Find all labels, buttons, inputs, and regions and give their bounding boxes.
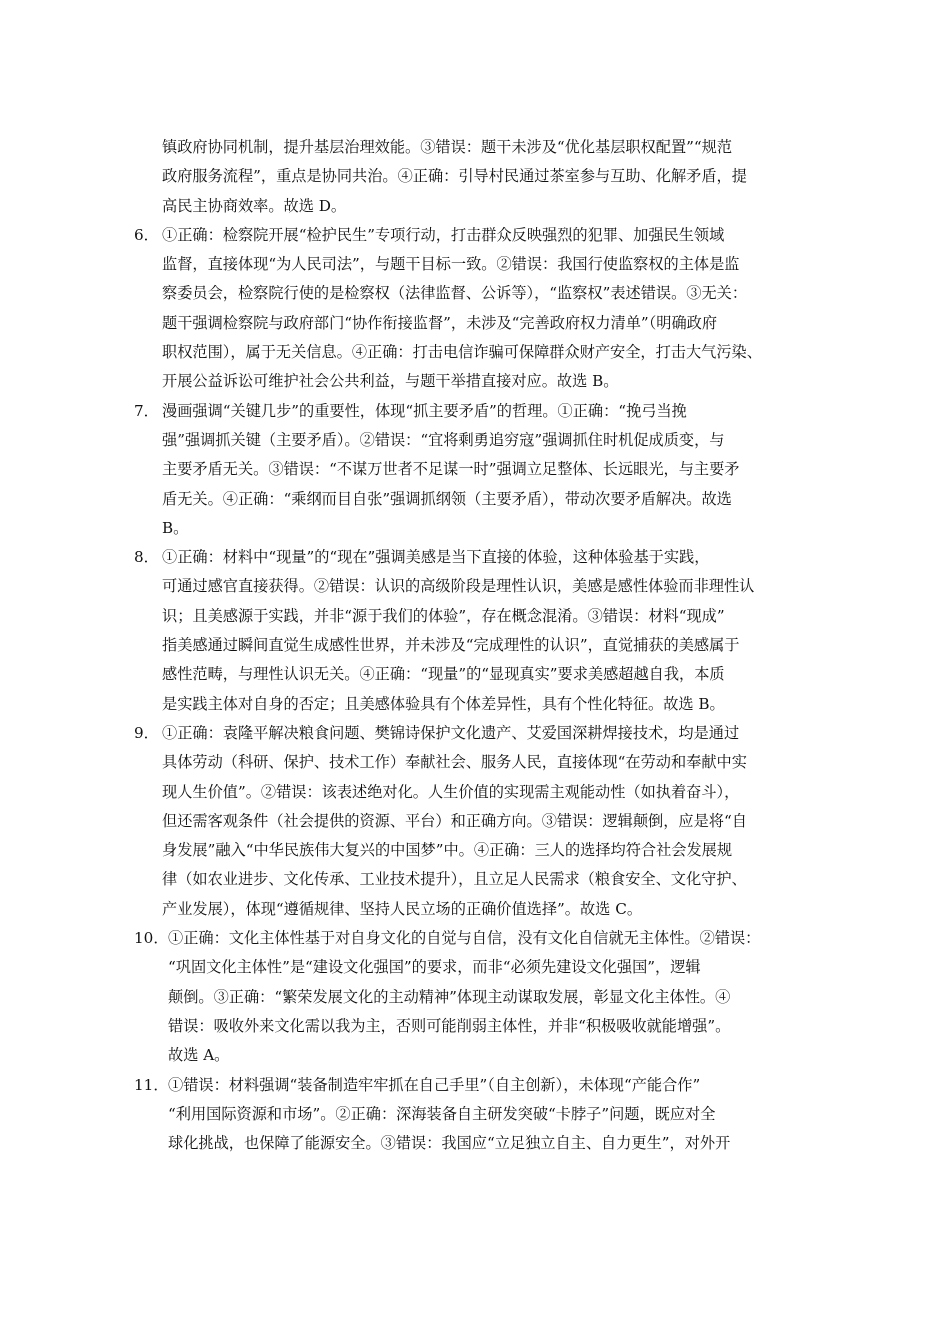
text-line: 产业发展），体现“遵循规律、坚持人民立场的正确价值选择”。故选 C。 [162, 899, 643, 918]
text-line: 具体劳动（科研、保护、技术工作）奉献社会、服务人民，直接体现“在劳动和奉献中实 [162, 753, 747, 772]
item-5-continuation [162, 133, 824, 221]
text-line: 颠倒。③正确：“繁荣发展文化的主动精神”体现主动谋取发展，彰显文化主体性。④ [168, 987, 731, 1006]
item-number: 9． [134, 723, 159, 742]
text-line: 察委员会，检察院行使的是检察权（法律监督、公诉等），“监察权”表述错误。③无关： [162, 284, 748, 303]
text-line: 漫画强调“关键几步”的重要性，体现“抓主要矛盾”的哲理。①正确：“挽弓当挽 [162, 401, 687, 420]
text-line: 指美感通过瞬间直觉生成感性世界，并未涉及“完成理性的认识”，直觉捕获的美感属于 [162, 636, 740, 655]
text-line: 可通过感官直接获得。②错误：认识的高级阶段是理性认识，美感是感性体验而非理性认 [162, 577, 755, 596]
text-line: 律（如农业进步、文化传承、工业技术提升），且立足人民需求（粮食安全、文化守护、 [162, 870, 747, 889]
text-line: 球化挑战，也保障了能源安全。③错误：我国应“立足独立自主、自力更生”，对外开 [168, 1134, 731, 1153]
item-number: 11． [134, 1075, 169, 1094]
answer-item-6 [134, 221, 824, 397]
text-line: ①正确：袁隆平解决粮食问题、樊锦诗保护文化遗产、艾爱国深耕焊接技术，均是通过 [162, 723, 740, 742]
text-line: ①正确：检察院开展“检护民生”专项行动，打击群众反映强烈的犯罪、加强民生领域 [162, 225, 725, 244]
text-line: 强”强调抓关键（主要矛盾）。②错误：“宜将剩勇追穷寇”强调抓住时机促成质变，与 [162, 430, 725, 449]
answer-item-11 [134, 1071, 824, 1159]
answer-item-9 [134, 719, 824, 924]
text-line: “利用国际资源和市场”。②正确：深海装备自主研发突破“卡脖子”问题，既应对全 [168, 1104, 716, 1123]
text-line: 感性范畴，与理性认识无关。④正确：“现量”的“显现真实”要求美感超越自我，本质 [162, 665, 725, 684]
item-number: 8． [134, 548, 159, 567]
text-line: 职权范围），属于无关信息。④正确：打击电信诈骗可保障群众财产安全，打击大气污染、 [162, 343, 762, 362]
item-number: 6． [134, 225, 159, 244]
text-line: 题干强调检察院与政府部门“协作衔接监督”，未涉及“完善政府权力清单”（明确政府 [162, 313, 718, 332]
text-line: 识；且美感源于实践，并非“源于我们的体验”，存在概念混淆。③错误：材料“现成” [162, 606, 725, 625]
text-line: 政府服务流程”，重点是协同共治。④正确：引导村民通过茶室参与互助、化解矛盾，提 [162, 167, 747, 186]
text-line: B。 [162, 518, 189, 537]
text-line: 错误：吸收外来文化需以我为主，否则可能削弱主体性，并非“积极吸收就能增强”。 [168, 1016, 731, 1035]
text-line: 身发展”融入“中华民族伟大复兴的中国梦”中。④正确：三人的选择均符合社会发展规 [162, 841, 733, 860]
text-line: ①正确：材料中“现量”的“现在”强调美感是当下直接的体验，这种体验基于实践， [162, 548, 710, 567]
text-line: 故选 A。 [168, 1046, 230, 1065]
answer-item-8 [134, 543, 824, 719]
text-line: 是实践主体对自身的否定；且美感体验具有个体差异性，具有个性化特征。故选 B。 [162, 694, 725, 713]
text-line: ①正确：文化主体性基于对自身文化的自觉与自信，没有文化自信就无主体性。②错误： [168, 929, 761, 948]
answer-item-10 [134, 924, 824, 1070]
text-line: ①错误：材料强调“装备制造牢牢抓在自己手里”（自主创新），未体现“产能合作” [168, 1075, 701, 1094]
text-line: 高民主协商效率。故选 D。 [162, 196, 347, 215]
text-line: 但还需客观条件（社会提供的资源、平台）和正确方向。③错误：逻辑颠倒，应是将“自 [162, 811, 747, 830]
text-line: 盾无关。④正确：“乘纲而目自张”强调抓纲领（主要矛盾），带动次要矛盾解决。故选 [162, 489, 732, 508]
text-line: 开展公益诉讼可维护社会公共利益，与题干举措直接对应。故选 B。 [162, 372, 619, 391]
text-line: 主要矛盾无关。③错误：“不谋万世者不足谋一时”强调立足整体、长远眼光，与主要矛 [162, 460, 740, 479]
text-line: “巩固文化主体性”是“建设文化强国”的要求，而非“必须先建设文化强国”，逻辑 [168, 958, 701, 977]
text-line: 监督，直接体现“为人民司法”，与题干目标一致。②错误：我国行使监察权的主体是监 [162, 255, 740, 274]
answer-explanations [134, 133, 824, 1158]
answer-item-7 [134, 397, 824, 543]
text-line: 现人生价值”。②错误：该表述绝对化。人生价值的实现需主观能动性（如执着奋斗）， [162, 782, 740, 801]
item-number: 7． [134, 401, 159, 420]
item-number: 10． [134, 929, 169, 948]
text-line: 镇政府协同机制，提升基层治理效能。③错误：题干未涉及“优化基层职权配置”“规范 [162, 138, 733, 156]
